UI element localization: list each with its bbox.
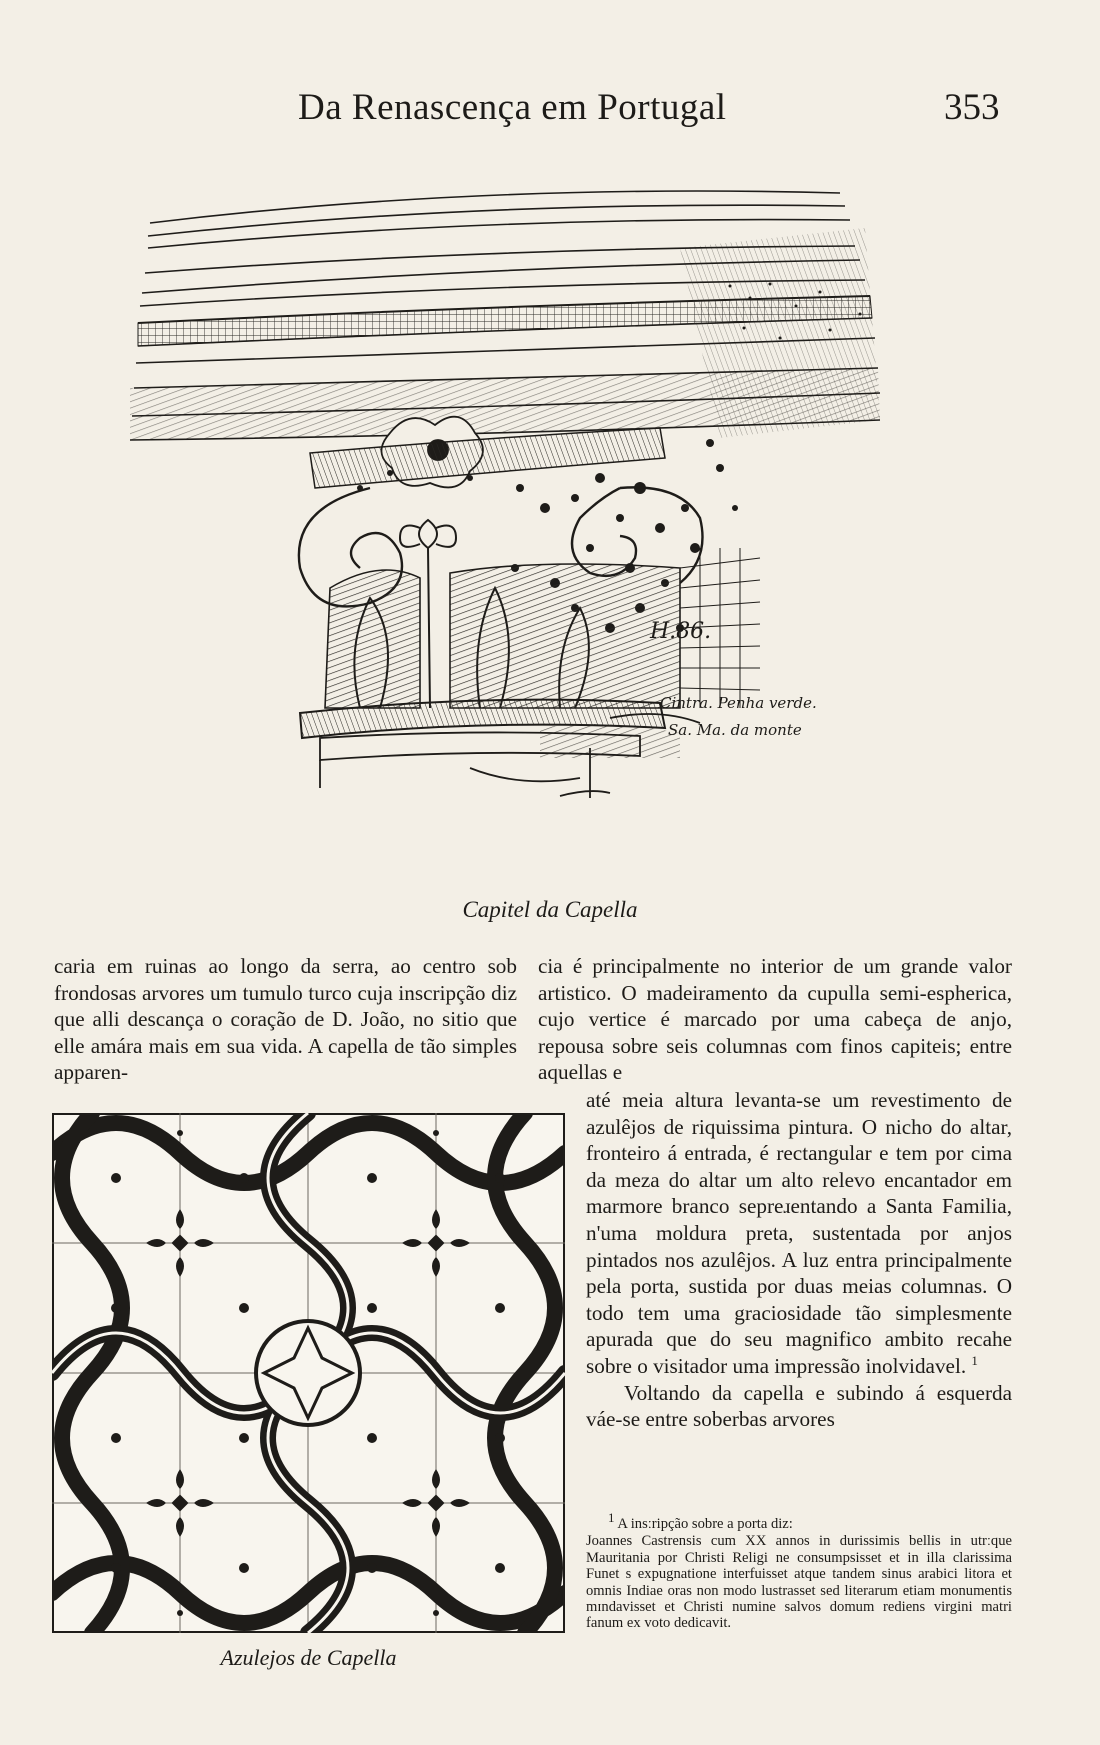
azulejos-illustration [52, 1113, 565, 1633]
inscription-line1: Cintra. Penha verde. [660, 694, 817, 712]
right-column-paragraph-2: Voltando da capella e subindo á esquerda váe-se entre soberbas arvores [586, 1380, 1012, 1432]
footnote-intro-text: A insːripção sobre a porta diz: [617, 1516, 793, 1532]
footnote-text: Joannes Castrensis cum XX annos in durissimis bellis in utrːque Mauritania por Christi Religi ne consumpsisset et in illa clarissima Funet s expugnatione interfuisset atque tandem sinus arabici litora et omnis Indiae oras non modo lustrasset sed literarum etiam monumentis mɪndavisset et Christi numine salvos domum rediens virgini matri fanum ex voto dedicavit. [586, 1533, 1012, 1632]
left-column [54, 953, 517, 1086]
svg-text:H.86.: H.86. [650, 619, 712, 644]
page-number: 353 [944, 87, 1000, 128]
paragraph-text: até meia altura levanta-se um revestimento de azulêjos de riquissima pintura. O nicho do altar, fronteiro á entrada, é rectangular e tem por cima da meza do altar um alto relevo encantador em marmore branco sepreɹentando a Santa Familia, n'uma moldura preta, sustentada por anjos pintados nos azulêjos. A luz entra principalmente pela porta, sustida por duas meias columnas. O todo tem uma graciosidade tão simplesmente apurada que do seu magnifico ambito recahe sobre o visitador uma impressão inolvidavel. [586, 1088, 1012, 1378]
right-column-lower [586, 1087, 1012, 1433]
right-column-paragraph-top: cia é principalmente no interior de um grande valor artistico. O madeiramento da cupulla semi-espherica, cujo vertice é marcado por uma cabeça de anjo, repousa sobre seis columnas com finos capiteis; entre aquellas e [538, 954, 1012, 1085]
running-title: Da Renascença em Portugal [298, 87, 727, 128]
left-column-paragraph: caria em ruinas ao longo da serra, ao centro sob frondosas arvores um tumulo turco cuja inscripção diz que alli descança o coração de D. João, no sitio que elle amára mais em sua vida. A capella de tão simples apparen- [54, 954, 517, 1085]
right-column-paragraph-lower [586, 1087, 1012, 1380]
inscription-line2: Sa. Ma. da monte [668, 721, 802, 739]
footnote-intro [586, 1510, 1012, 1532]
azulejos-caption: Azulejos de Capella [220, 1645, 397, 1670]
capital-caption: Capitel da Capella [462, 897, 638, 922]
footnote [586, 1510, 1012, 1632]
capital-illustration [120, 188, 920, 888]
footnote-mark: 1 [608, 1510, 615, 1526]
footnote-reference: 1 [971, 1352, 978, 1368]
right-column-top [538, 953, 1012, 1086]
